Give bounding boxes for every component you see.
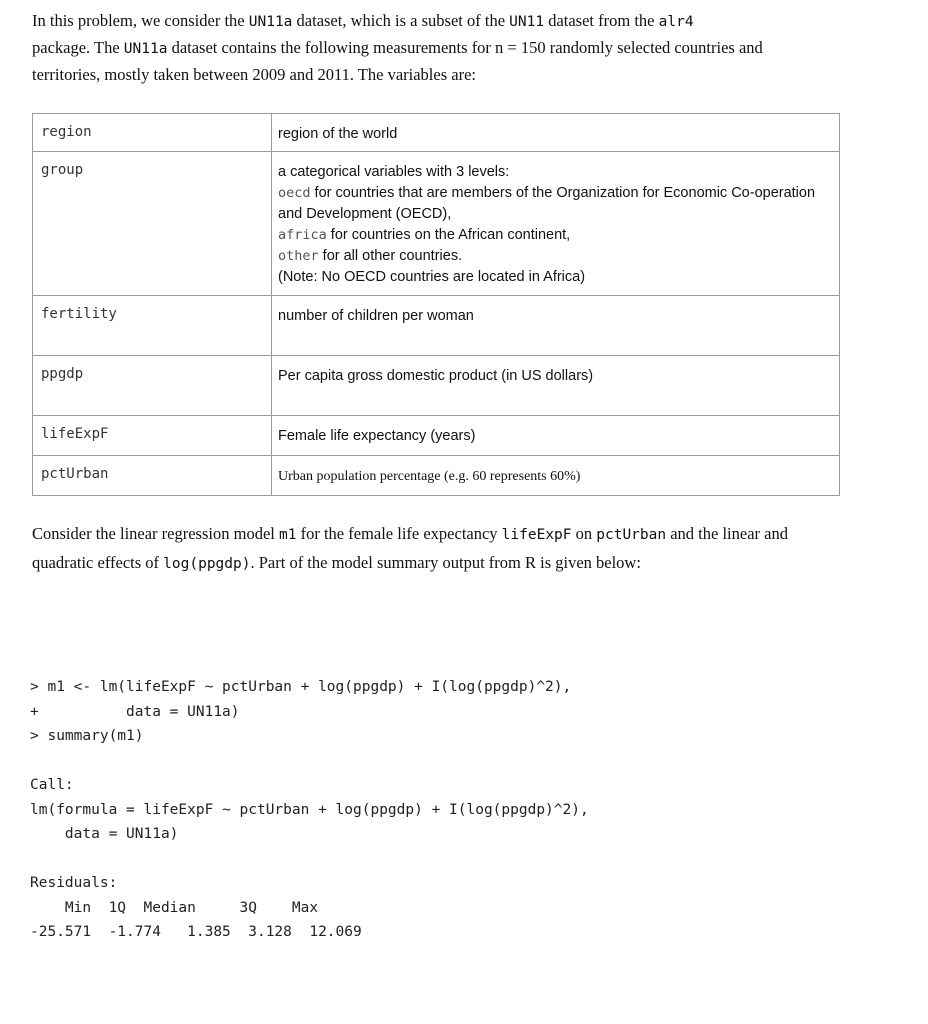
inline-code: oecd	[278, 185, 311, 201]
variable-name: pctUrban	[33, 456, 272, 496]
inline-code: m1	[278, 527, 297, 543]
inline-code: log(ppgdp)	[163, 556, 251, 572]
variable-name: group	[33, 152, 272, 296]
variable-description: Per capita gross domestic product (in US dollars)	[272, 356, 840, 416]
table-row	[33, 152, 840, 296]
inline-code: alr4	[658, 14, 694, 30]
table-row	[33, 456, 840, 496]
variable-description: number of children per woman	[272, 296, 840, 356]
variable-name: ppgdp	[33, 356, 272, 416]
variables-table	[32, 113, 840, 496]
table-row	[33, 416, 840, 456]
inline-code: UN11a	[123, 41, 168, 57]
intro-paragraph: In this problem, we consider the UN11a dataset, which is a subset of the UN11 dataset from the alr4 package. The UN11a dataset contains the following measurements for n = 150 randomly selected countries and territories, mostly taken between 2009 and 2011. The variables are:	[32, 11, 763, 84]
inline-code: UN11	[509, 14, 545, 30]
inline-code: pctUrban	[596, 527, 667, 543]
variable-description: Female life expectancy (years)	[272, 416, 840, 456]
model-description-paragraph: Consider the linear regression model m1 for the female life expectancy lifeExpF on pctUrban and the linear and quadratic effects of log(ppgdp). Part of the model summary output from R is given below:	[32, 524, 788, 572]
variable-description: a categorical variables with 3 levels: oecd for countries that are members of the Organization for Economic Co-operation and Development (OECD), africa for countries on the African continent, other for all other countries. (Note: No OECD countries are located in Africa)	[272, 152, 840, 296]
variable-description: Urban population percentage (e.g. 60 represents 60%)	[272, 456, 840, 496]
inline-code: lifeExpF	[501, 527, 572, 543]
r-output-block: > m1 <- lm(lifeExpF ~ pctUrban + log(ppgdp) + I(log(ppgdp)^2), + data = UN11a) > summary(m1) Call: lm(formula = lifeExpF ~ pctUrban + log(ppgdp) + I(log(ppgdp)^2), data = UN11a) Residuals: Min 1Q Median 3Q Max -25.571 -1.774 1.385 3.128 12.069	[30, 679, 589, 940]
table-row	[33, 114, 840, 152]
table-row	[33, 356, 840, 416]
variable-description: region of the world	[272, 114, 840, 152]
variable-name: lifeExpF	[33, 416, 272, 456]
inline-code: africa	[278, 227, 327, 243]
inline-code: other	[278, 248, 319, 264]
variable-name: fertility	[33, 296, 272, 356]
table-row	[33, 296, 840, 356]
variable-name: region	[33, 114, 272, 152]
inline-code: UN11a	[248, 14, 293, 30]
